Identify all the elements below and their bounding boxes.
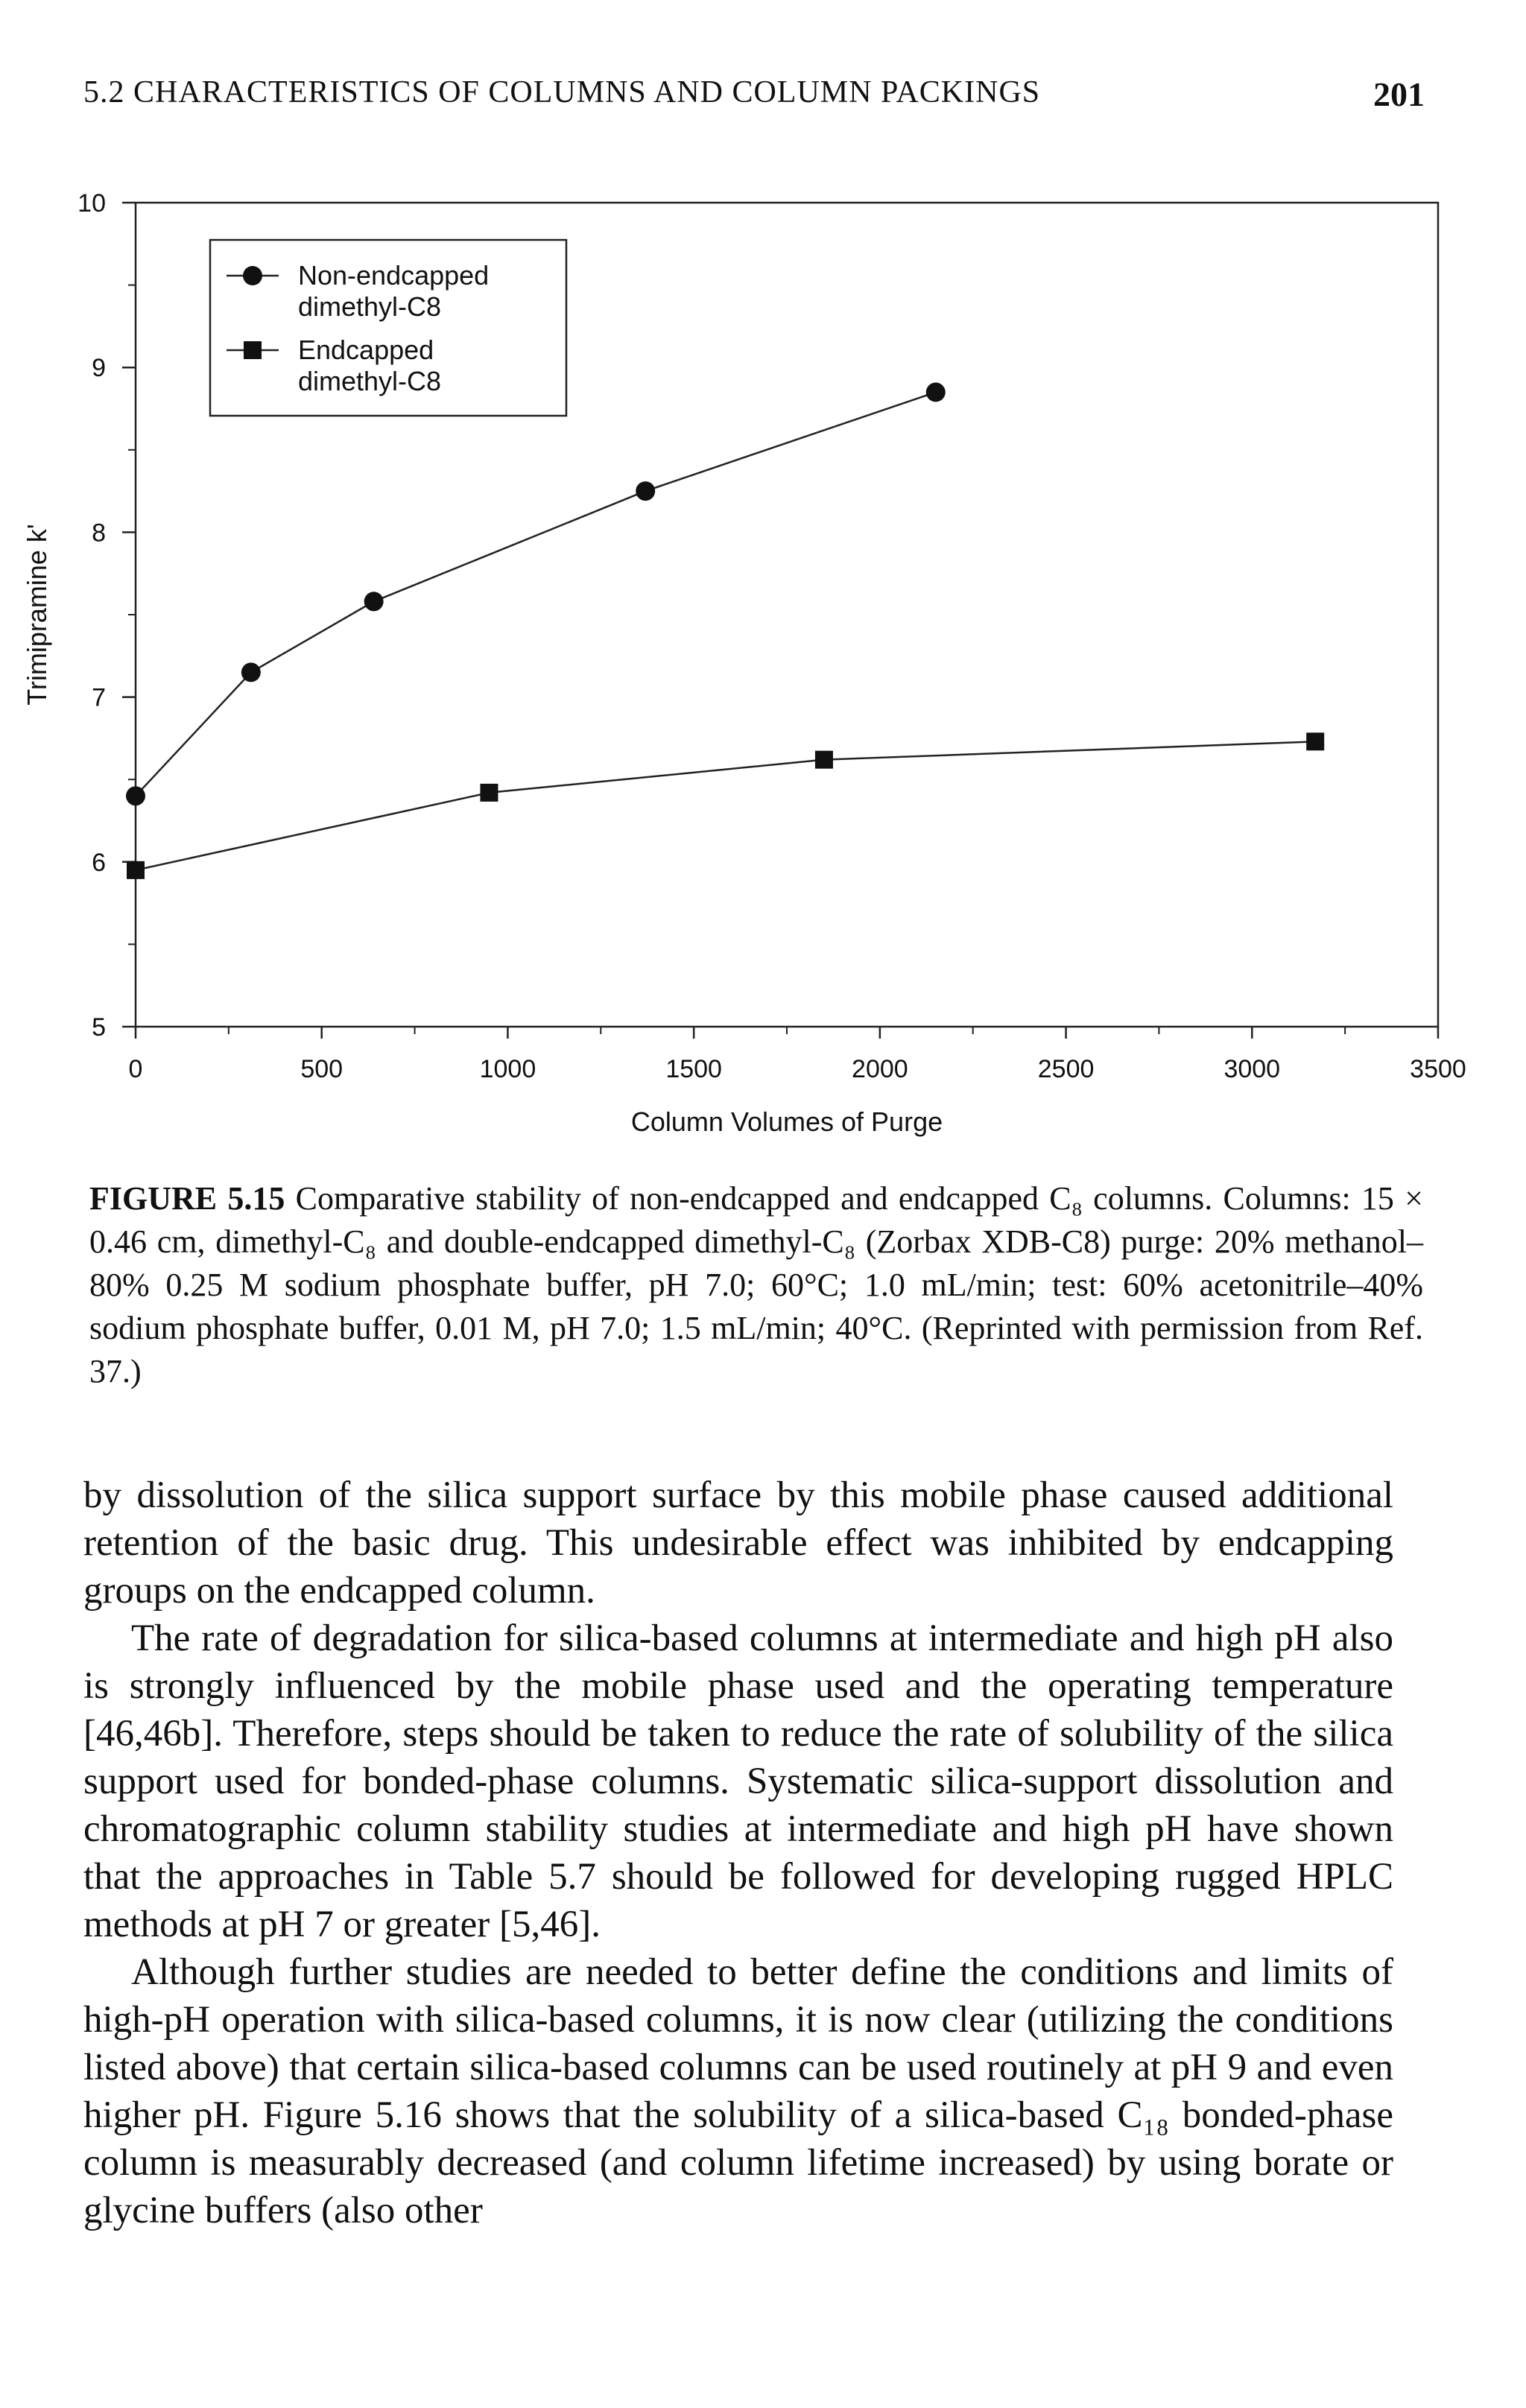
paragraph: by dissolution of the silica support surface by this mobile phase caused additional retention of the basic drug. This undesirable effect was inhibited by endcapping groups on the endcapped column. [83, 1474, 1393, 1612]
x-tick-label: 0 [128, 1055, 143, 1083]
x-tick-label: 3000 [1223, 1055, 1281, 1083]
running-head [83, 75, 1425, 127]
y-tick-label: 5 [92, 1013, 106, 1042]
y-tick-label: 7 [92, 683, 106, 712]
y-tick-label: 10 [77, 189, 106, 218]
x-tick-label: 1000 [479, 1055, 536, 1083]
figure-chart [0, 149, 1526, 1177]
data-point-square [815, 751, 833, 769]
running-head-section: 5.2 CHARACTERISTICS OF COLUMNS AND COLUMN PACKINGS [83, 75, 1041, 110]
data-point-circle [926, 382, 946, 402]
legend-label: dimethyl-C8 [298, 291, 442, 322]
figure-label: FIGURE 5.15 [89, 1180, 285, 1217]
y-tick-label: 9 [92, 354, 106, 383]
data-point-circle [241, 662, 261, 682]
x-axis-label: Column Volumes of Purge [630, 1106, 943, 1137]
data-point-square [480, 784, 498, 802]
x-tick-label: 3500 [1410, 1055, 1466, 1083]
x-tick-label: 2500 [1037, 1055, 1095, 1083]
series-line [136, 392, 936, 796]
y-tick-label: 8 [92, 519, 106, 548]
y-tick-label: 6 [92, 848, 106, 877]
figure-caption [89, 1177, 1423, 1393]
data-point-circle [126, 786, 145, 805]
x-tick-label: 2000 [852, 1055, 908, 1083]
legend-marker-square [244, 341, 262, 359]
chart-svg [0, 149, 1526, 1177]
paragraph: Although further studies are needed to better define the conditions and limits of high-pH operation with silica-based columns, it is now clear (utilizing the conditions listed above) that certain silica-based columns can be used routinely at pH 9 and even higher pH. Figure 5.16 shows that the solubility of a silica-based C₁₈ bonded-phase column is measurably decreased (and column lifetime increased) by using borate or glycine buffers (also other [83, 1951, 1393, 2231]
data-point-circle [636, 481, 655, 501]
body-text [83, 1471, 1393, 2234]
data-point-circle [364, 592, 384, 611]
page-number: 201 [1373, 75, 1425, 113]
x-tick-label: 500 [300, 1055, 343, 1083]
legend-label: Non-endcapped [298, 260, 490, 291]
x-tick-label: 1500 [665, 1055, 722, 1083]
paragraph: The rate of degradation for silica-based columns at intermediate and high pH also is strongly influenced by the mobile phase used and the operating temperature [46,46b]. Therefore, steps should be taken to reduce the rate of solubility of the silica support used for bonded-phase columns. Systematic silica-support dissolution and chromatographic column stability studies at intermediate and high pH have shown that the approaches in Table 5.7 should be followed for developing rugged HPLC methods at pH 7 or greater [5,46]. [83, 1618, 1393, 1945]
data-point-square [1306, 732, 1324, 750]
data-point-square [127, 861, 145, 879]
legend-label: dimethyl-C8 [298, 366, 442, 396]
legend-marker-circle [243, 266, 262, 285]
y-axis-label: Trimipramine k' [22, 524, 52, 706]
series-line [136, 741, 1315, 870]
caption-text: Comparative stability of non-endcapped and endcapped C₈ columns. Columns: 15 × 0.46 cm, dimethyl-C₈ and double-endcapped dimethyl-C₈ (Zorbax XDB-C8) purge: 20% methanol–80% 0.25 M sodium phosphate buffer, pH 7.0; 60°C; 1.0 mL/min; test: 60% acetonitrile–40% sodium phosphate buffer, 0.01 M, pH 7.0; 1.5 mL/min; 40°C. (Reprinted with permission from Ref. 37.) [89, 1180, 1423, 1390]
legend-label: Endcapped [298, 335, 434, 365]
